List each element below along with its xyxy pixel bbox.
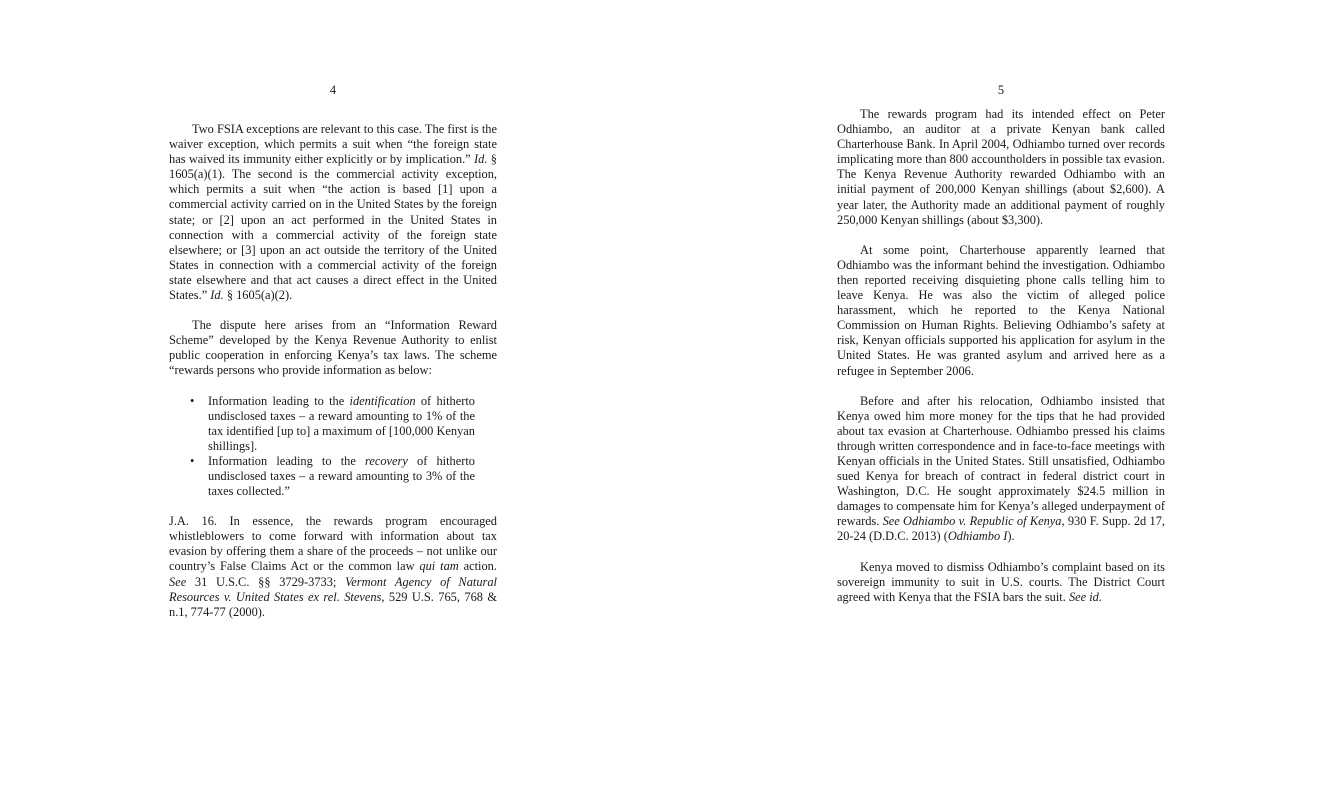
paragraph-informant: At some point, Charterhouse apparently learned that Odhiambo was the informant behind the investigation. Odhiambo then reported receiving disquieting phone calls telling him to leave Kenya. He was also the victim of alleged police harassment, which he reported to the Kenya National Commission on Human Rights. Believing Odhiambo’s safety at risk, Kenyan officials supported his application for asylum in the United States. He was granted asylum and arrived here as a refugee in September 2006. — [837, 242, 1165, 378]
text: 31 U.S.C. §§ 3729-3733; — [186, 574, 346, 589]
citation: Id. — [210, 288, 224, 303]
paragraph-ja-16 — [169, 514, 497, 620]
list-item — [208, 394, 475, 454]
text: of hitherto undisclosed taxes – a reward amounting to 1% of the tax identified [up to] a maximum of [100,000 Kenyan shillings]. — [208, 393, 475, 453]
page-body — [169, 122, 497, 635]
emphasis: qui tam — [419, 559, 459, 574]
text: action. — [458, 559, 497, 574]
page-number: 5 — [997, 83, 1005, 97]
citation-signal: See id. — [1068, 589, 1102, 604]
paragraph-fsia-exceptions — [169, 122, 497, 303]
page-number: 4 — [329, 83, 337, 97]
paragraph-reward-scheme: The dispute here arises from an “Information Reward Scheme” developed by the Kenya Revenue Authority to enlist public cooperation in enforcing Kenya’s tax laws. The scheme “rewards persons who provide information as below: — [169, 318, 497, 378]
text: Before and after his relocation, Odhiambo insisted that Kenya owed him more money for the tips that he had provided about tax evasion at Charterhouse. Odhiambo pressed his claims through written correspondence and in face-to-face meetings with Kenyan officials in the United States. Still unsatisfied, Odhiambo sued Kenya for breach of contract in federal district court in Washington, D.C. He sought approximately $24.5 million in damages to compensate him for Kenya’s alleged underpayment of rewards. — [837, 393, 1165, 529]
paragraph-relocation — [837, 394, 1165, 545]
citation: Id. — [474, 152, 488, 167]
case-name: Vermont Agency of Natural Resources v. United States ex rel. Stevens — [169, 574, 497, 604]
text: Kenya moved to dismiss Odhiambo’s complaint based on its sovereign immunity to suit in U.S. courts. The District Court agreed with Kenya that the FSIA bars the suit. — [837, 559, 1165, 604]
text: Two FSIA exceptions are relevant to this case. The first is the waiver exception, which permits a suit when “the foreign state has waived its immunity either explicitly or by implication.” — [169, 122, 497, 167]
text: § 1605(a)(2). — [223, 288, 293, 303]
text: , 529 U.S. 765, 768 & n.1, 774-77 (2000). — [169, 589, 497, 619]
short-case-name: Odhiambo I — [947, 529, 1008, 544]
paragraph-rewards-effect: The rewards program had its intended effect on Peter Odhiambo, an auditor at a private Kenyan bank called Charterhouse Bank. In April 2004, Odhiambo turned over records implicating more than 800 accountholders in possible tax evasion. The Kenya Revenue Authority rewarded Odhiambo with an initial payment of 200,000 Kenyan shillings (about $2,600). A year later, the Authority made an additional payment of roughly 250,000 Kenyan shillings (about $3,300). — [837, 107, 1165, 227]
text: J.A. 16. In essence, the rewards program encouraged whistleblowers to come forward with information about tax evasion by offering them a share of the proceeds – not unlike our country’s False Claims Act or the common law — [169, 514, 497, 574]
text: Information leading to the — [208, 393, 350, 408]
case-name: See Odhiambo v. Republic of Kenya — [882, 514, 1062, 529]
emphasis: identification — [349, 393, 416, 408]
text: of hitherto undisclosed taxes – a reward amounting to 3% of the taxes collected.” — [208, 453, 475, 499]
paragraph-dismiss — [837, 560, 1165, 605]
page-body — [837, 107, 1165, 620]
list-item — [208, 454, 475, 499]
reward-list — [169, 394, 497, 500]
citation-signal: See — [169, 574, 187, 589]
emphasis: recovery — [364, 453, 408, 468]
text: ). — [1007, 529, 1015, 544]
text: Information leading to the — [208, 453, 365, 468]
text: § 1605(a)(1). The second is the commercial activity exception, which permits a suit when “the action is based [1] upon a commercial activity carried on in the United States by the foreign state; or [2] upon an act performed in the United States in connection with a commercial activity of the foreign state elsewhere; or [3] upon an act outside the territory of the United States in connection with a commercial activity of the foreign state elsewhere and that act causes a direct effect in the United States.” — [169, 152, 497, 303]
text: , 930 F. Supp. 2d 17, 20-24 (D.D.C. 2013) ( — [837, 514, 1165, 544]
